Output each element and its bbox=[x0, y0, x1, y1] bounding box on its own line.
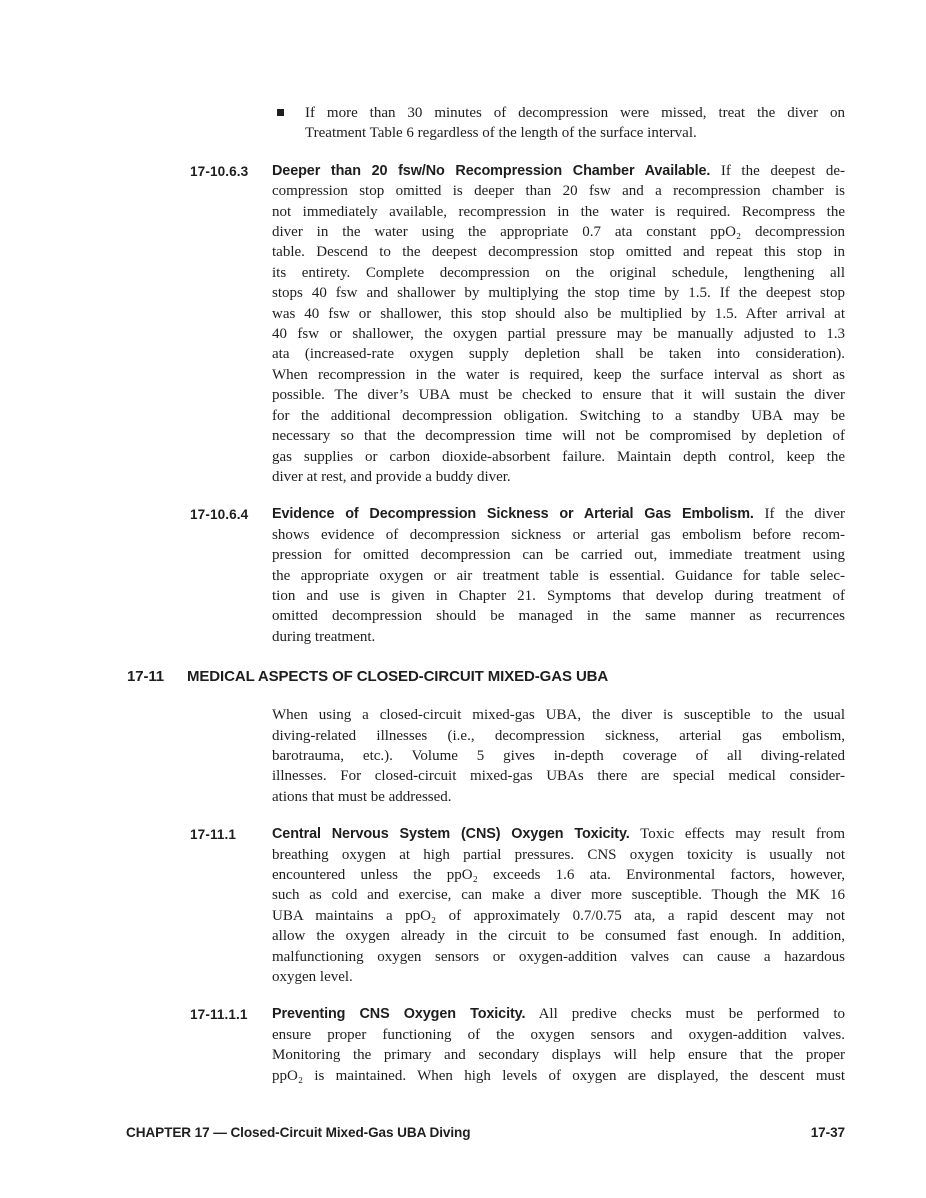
footer-page-number: 17-37 bbox=[810, 1125, 845, 1140]
body-line: Monitoring the primary and secondary displays will help ensure that the proper bbox=[272, 1047, 845, 1064]
bullet-item bbox=[277, 103, 845, 144]
section-body bbox=[272, 525, 845, 647]
body-line: Treatment Table 6 regardless of the length of the surface interval. bbox=[305, 125, 697, 142]
body-line: during treatment. bbox=[272, 628, 376, 645]
body-line: If more than 30 minutes of decompression were missed, treat the diver on bbox=[305, 105, 845, 121]
section-number: 17-10.6.4 bbox=[190, 507, 249, 523]
body-line: compression stop omitted is deeper than 20 fsw and a recompression chamber is bbox=[272, 183, 845, 200]
body-line: the appropriate oxygen or air treatment table is essential. Guidance for table selec- bbox=[272, 567, 845, 584]
section-heading-rest: If the deepest de- bbox=[720, 162, 846, 179]
body-line: not immediately available, recompression in the water is required. Recompress the bbox=[272, 203, 845, 220]
section-heading-rest: All predive checks must be performed to bbox=[538, 1006, 845, 1023]
footer-chapter-title: CHAPTER 17 — Closed-Circuit Mixed-Gas UBA Diving bbox=[126, 1125, 471, 1140]
main-section-heading bbox=[127, 666, 926, 688]
body-line: diver at rest, and provide a buddy diver. bbox=[272, 468, 511, 485]
section-heading: Deeper than 20 fsw/No Recompression Chamber Available. bbox=[272, 162, 711, 179]
section-heading: Preventing CNS Oxygen Toxicity. bbox=[272, 1006, 526, 1023]
main-section-title: MEDICAL ASPECTS OF CLOSED-CIRCUIT MIXED-GAS UBA bbox=[187, 668, 609, 686]
body-line: ppO₂ is maintained. When high levels of oxygen are displayed, the descent must bbox=[272, 1067, 845, 1084]
body-line: gas supplies or carbon dioxide-absorbent failure. Maintain depth control, keep the bbox=[272, 448, 845, 465]
body-line: ensure proper functioning of the oxygen sensors and oxygen-addition valves. bbox=[272, 1026, 845, 1043]
body-line: stops 40 fsw and shallower by multiplying the stop time by 1.5. If the deepest stop bbox=[272, 285, 845, 302]
body-line: necessary so that the decompression time will not be compromised by depletion of bbox=[272, 428, 845, 445]
section-body bbox=[272, 845, 845, 988]
intro-paragraph bbox=[272, 705, 845, 807]
section-heading-rest: Toxic effects may result from bbox=[640, 826, 845, 843]
body-line: barotrauma, etc.). Volume 5 gives in-depth coverage of all diving-related bbox=[272, 747, 845, 764]
bullet-square-icon bbox=[277, 109, 284, 116]
body-line: When using a closed-circuit mixed-gas UBA, the diver is susceptible to the usual bbox=[272, 707, 845, 724]
section-first-line bbox=[272, 824, 845, 844]
body-line: possible. The diver’s UBA must be checked to ensure that it will sustain the diver bbox=[272, 387, 845, 404]
body-line: ations that must be addressed. bbox=[272, 788, 452, 805]
body-line: 40 fsw or shallower, the oxygen partial pressure may be manually adjusted to 1.3 bbox=[272, 326, 845, 343]
section-first-line bbox=[272, 1004, 845, 1024]
section-first-line bbox=[272, 161, 845, 181]
body-line: ata (increased-rate oxygen supply depletion shall be taken into consideration). bbox=[272, 346, 845, 363]
body-line: encountered unless the ppO₂ exceeds 1.6 ata. Environmental factors, however, bbox=[272, 867, 845, 883]
section-body bbox=[272, 1025, 845, 1086]
body-line: allow the oxygen already in the circuit to be consumed fast enough. In addition, bbox=[272, 928, 845, 945]
section-heading: Central Nervous System (CNS) Oxygen Toxicity. bbox=[272, 826, 630, 843]
body-line: breathing oxygen at high partial pressures. CNS oxygen toxicity is usually not bbox=[272, 846, 845, 863]
section-17-11-1 bbox=[190, 824, 845, 987]
bullet-item-text bbox=[305, 103, 845, 144]
section-number: 17-11.1 bbox=[190, 827, 237, 843]
body-line: UBA maintains a ppO₂ of approximately 0.7/0.75 ata, a rapid descent may not bbox=[272, 907, 845, 924]
section-first-line bbox=[272, 504, 845, 524]
page-content bbox=[0, 103, 926, 1086]
section-heading: Evidence of Decompression Sickness or Arterial Gas Embolism. bbox=[272, 506, 754, 523]
body-line: for the additional decompression obligation. Switching to a standby UBA may be bbox=[272, 407, 845, 424]
body-line: table. Descend to the deepest decompression stop omitted and repeat this stop in bbox=[272, 244, 845, 261]
body-line: diver in the water using the appropriate 0.7 ata constant ppO₂ decompression bbox=[272, 224, 845, 241]
body-line: such as cold and exercise, can make a diver more susceptible. Though the MK 16 bbox=[272, 887, 845, 904]
body-line: illnesses. For closed-circuit mixed-gas UBAs there are special medical consider- bbox=[272, 768, 845, 785]
section-17-11-1-1 bbox=[190, 1004, 845, 1086]
body-line: omitted decompression should be managed in the same manner as recurrences bbox=[272, 608, 845, 625]
body-line: shows evidence of decompression sickness or arterial gas embolism before recom- bbox=[272, 526, 845, 543]
body-line: malfunctioning oxygen sensors or oxygen-addition valves can cause a hazardous bbox=[272, 948, 845, 965]
section-number: 17-10.6.3 bbox=[190, 163, 249, 179]
body-line: oxygen level. bbox=[272, 969, 353, 986]
body-line: When recompression in the water is required, keep the surface interval as short as bbox=[272, 366, 845, 383]
section-17-10-6-4 bbox=[190, 504, 846, 647]
section-number: 17-11.1.1 bbox=[190, 1007, 248, 1023]
body-line: was 40 fsw or shallower, this stop should also be multiplied by 1.5. After arrival at bbox=[272, 305, 845, 322]
body-line: pression for omitted decompression can be carried out, immediate treatment using bbox=[272, 547, 845, 564]
section-heading-rest: If the diver bbox=[764, 506, 846, 523]
body-line: diving-related illnesses (i.e., decompression sickness, arterial gas embolism, bbox=[272, 727, 845, 744]
page-footer bbox=[126, 1125, 845, 1140]
body-line: tion and use is given in Chapter 21. Symptoms that develop during treatment of bbox=[272, 587, 845, 604]
main-section-number: 17-11 bbox=[127, 668, 165, 686]
section-body bbox=[272, 181, 845, 487]
body-line: its entirety. Complete decompression on the original schedule, lengthening all bbox=[272, 264, 845, 281]
section-17-10-6-3 bbox=[190, 161, 846, 488]
